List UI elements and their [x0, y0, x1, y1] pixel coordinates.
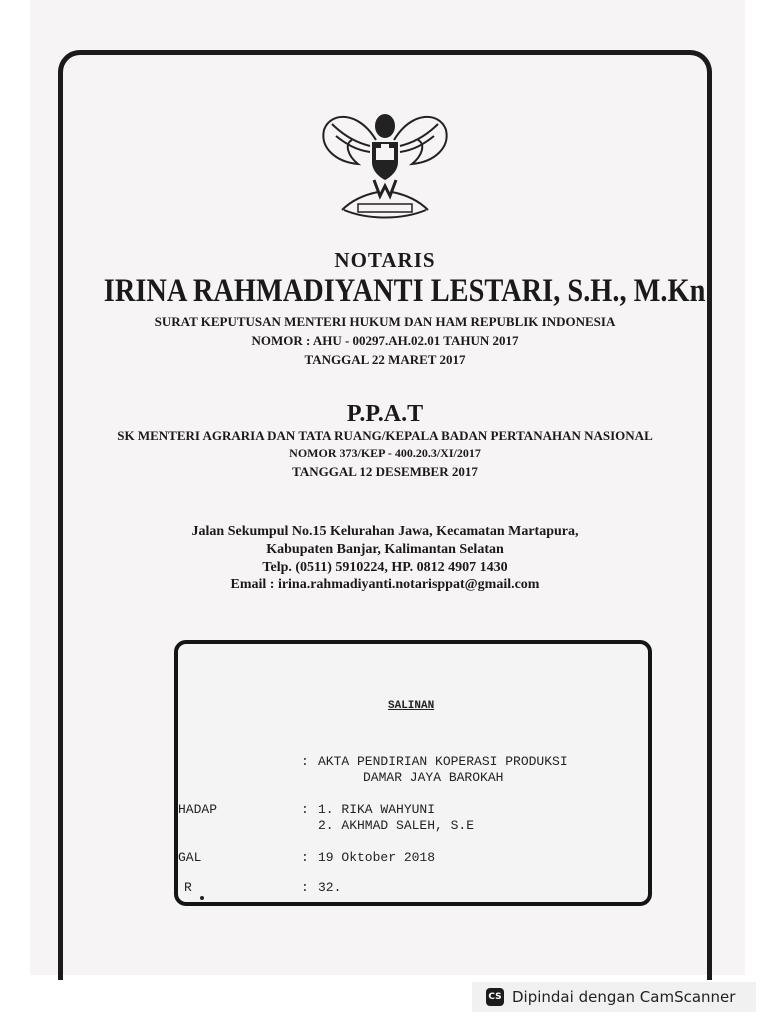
decree-date: TANGGAL 22 MARET 2017: [304, 352, 466, 367]
decree-number: NOMOR : AHU - 00297.AH.02.01 TAHUN 2017: [251, 333, 519, 348]
number-value: 32.: [318, 880, 342, 895]
email-line: Email : irina.rahmadiyanti.notarisppat@gmail.com: [230, 577, 540, 592]
ppat-decree-date: TANGGAL 12 DESEMBER 2017: [292, 464, 478, 479]
address-line-1: Jalan Sekumpul No.15 Kelurahan Jawa, Kecamatan Martapura,: [191, 524, 579, 539]
deed-title-line-2: DAMAR JAYA BAROKAH: [363, 770, 504, 785]
appearer-2: 2. AKHMAD SALEH, S.E: [318, 818, 475, 833]
copy-heading: SALINAN: [388, 700, 435, 712]
scanner-watermark-text: Dipindai dengan CamScanner: [512, 988, 736, 1006]
ppat-decree-line: SK MENTERI AGRARIA DAN TATA RUANG/KEPALA BADAN PERTANAHAN NASIONAL: [117, 428, 653, 443]
scanner-watermark: [472, 982, 756, 1012]
camscanner-logo-icon: CS: [486, 988, 504, 1006]
appearers-separator: :: [301, 802, 309, 817]
number-separator: :: [301, 880, 309, 895]
deed-title-line-1: AKTA PENDIRIAN KOPERASI PRODUKSI: [318, 754, 568, 769]
notary-name: IRINA RAHMADIYANTI LESTARI, S.H., M.Kn: [103, 273, 706, 309]
address-line-2: Kabupaten Banjar, Kalimantan Selatan: [266, 542, 504, 557]
ink-dot: [200, 896, 204, 900]
notary-title: NOTARIS: [334, 248, 436, 272]
ppat-title: P.P.A.T: [346, 401, 424, 427]
copy-box: [174, 640, 652, 906]
date-label: GAL: [178, 850, 202, 865]
garuda-emblem-icon: [318, 100, 452, 228]
deed-separator: :: [301, 754, 309, 769]
ppat-decree-number: NOMOR 373/KEP - 400.20.3/XI/2017: [289, 446, 481, 460]
decree-line: SURAT KEPUTUSAN MENTERI HUKUM DAN HAM REPUBLIK INDONESIA: [154, 314, 616, 329]
number-label: R: [184, 880, 192, 895]
date-separator: :: [301, 850, 309, 865]
date-value: 19 Oktober 2018: [318, 850, 436, 865]
appearer-1: 1. RIKA WAHYUNI: [318, 802, 436, 817]
appearers-label: HADAP: [178, 802, 218, 817]
phone-line: Telp. (0511) 5910224, HP. 0812 4907 1430: [262, 560, 508, 575]
